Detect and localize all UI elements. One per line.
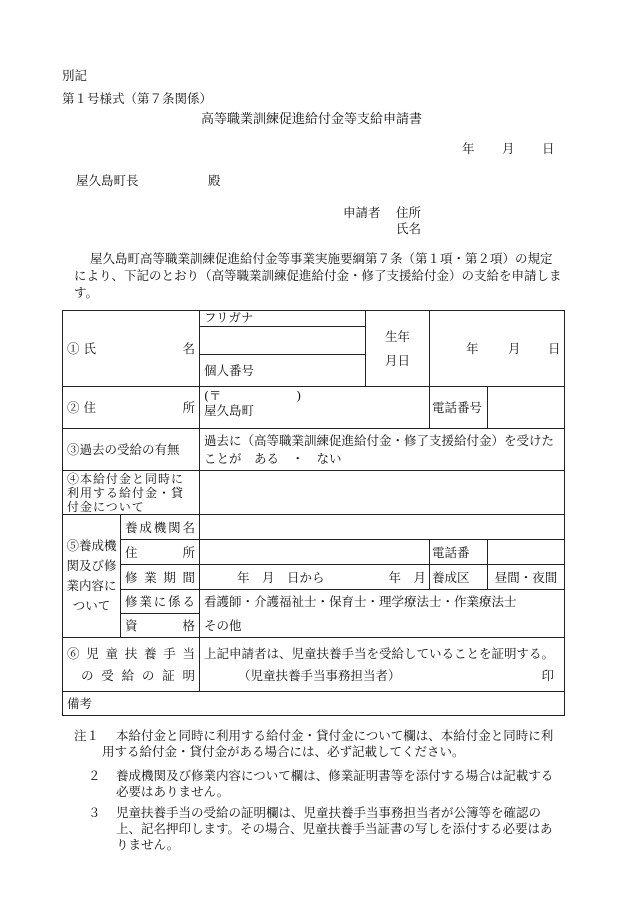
institution-address-label: 住 所 [125,544,196,560]
past-receipt-label: ③過去の受給の有無 [67,442,180,457]
period-from: 年 月 日から [237,569,325,585]
application-form [62,310,565,716]
institution-phone-label-cell [430,540,488,565]
birth-label-cell [366,311,430,387]
note-3 [88,805,564,853]
date-month-label: 月 [502,141,515,156]
note-1 [74,728,564,760]
note-2-key: ２ [88,768,101,783]
qualification-list: 看護師・介護福祉士・保育士・理学療法士・作業療法士 [204,594,517,610]
form-number: 第１号様式（第７条関係） [62,91,213,106]
training-label: ⑤養成機関及び修業内容について [66,538,117,613]
note-2-text: 養成機関及び修業内容について欄は、修業証明書等を添付する場合は記載する必要はありません。 [116,768,554,799]
notes-section [74,728,564,858]
study-period-label-cell [121,565,200,590]
study-period-field[interactable] [200,565,430,590]
seal-mark: 印 [541,667,555,683]
allowance-label-2: の受給の証明 [81,667,196,683]
name-label-cell [63,311,200,387]
birth-day-label: 日 [548,341,561,356]
applicant-name-label: 氏名 [396,221,422,236]
institution-name-label-cell [121,515,200,540]
qualification-label-2: 資 格 [125,618,196,633]
furigana-field[interactable] [200,311,366,327]
intro-paragraph: 屋久島町高等職業訓練促進給付金等事業実施要綱第７条（第１項・第２項）の規定により、下記のとおり（高等職業訓練促進給付金・修了支援給付金）の支給を申請します。 [74,251,562,300]
honorific: 殿 [208,173,221,188]
phone-input[interactable] [488,387,565,429]
appendix-label: 別記 [62,68,88,83]
name-input[interactable] [200,327,366,355]
address-field[interactable] [200,387,430,429]
applicant-address-label: 住所 [396,205,422,220]
allowance-certification-field[interactable] [200,638,565,692]
qualification-label-cell-2 [121,614,200,638]
phone-label: 電話番号 [432,400,483,415]
concurrent-benefit-label: ④本給付金と同時に利用する給付金・貸付金について [67,471,185,514]
allowance-label-1: ⑥児童扶養手当 [67,645,196,661]
note-3-text: 児童扶養手当の受給の証明欄は、児童扶養手当事務担当者が公簿等を確認の上、記名押印します。その場合、児童扶養手当証書の写しを添付する必要はありません。 [116,805,553,852]
period-to: 年 月 [388,569,427,585]
birth-label-2: 月日 [385,352,411,368]
course-type-field[interactable] [488,565,565,590]
qualification-label-1: 修業に係る [125,594,196,609]
date-day-label: 日 [542,141,555,156]
birth-year-label: 年 [466,341,479,356]
past-receipt-text: 過去に（高等職業訓練促進給付金・修了支援給付金）を受けたことが ある ・ ない [204,432,555,466]
concurrent-benefit-input[interactable] [200,471,565,515]
note-1-text: 本給付金と同時に利用する給付金・貸付金について欄は、本給付金と同時に利用する給付金・貸付金がある場合には、必ず記載してください。 [102,728,554,759]
qualification-other: その他 [204,617,242,633]
qualification-other-field[interactable] [200,614,565,638]
remarks-label: 備考 [67,696,93,711]
course-type-value: 昼間・夜間 [494,569,558,585]
note-3-key: ３ [88,805,101,820]
address-label: ②住 所 [67,400,196,415]
personal-number-label: 個人番号 [204,363,255,378]
past-receipt-field[interactable] [200,429,565,471]
institution-address-label-cell [121,540,200,565]
allowance-officer: （児童扶養手当事務担当者） [238,667,401,683]
past-receipt-label-cell [63,429,200,471]
institution-name-label: 養成機関名 [125,519,196,535]
institution-name-input[interactable] [200,515,565,540]
address-label-cell [63,387,200,429]
birth-label-1: 生年 [385,328,411,344]
date-year-label: 年 [462,141,475,156]
note-2 [88,768,564,800]
course-type-label: 養成区 [432,569,470,585]
document-title: 高等職業訓練促進給付金等支給申請書 [201,112,423,127]
institution-phone-label: 電話番 [432,544,470,560]
postal-code: (〒 ) [204,388,302,403]
note-1-key: 注１ [74,728,100,743]
personal-number-field[interactable] [200,355,366,387]
address-town: 屋久島町 [204,403,255,418]
furigana-label: フリガナ [204,310,254,325]
applicant-label: 申請者 [343,205,381,220]
qualification-label-cell-1 [121,590,200,614]
qualification-list-field[interactable] [200,590,565,614]
allowance-text: 上記申請者は、児童扶養手当を受給していることを証明する。 [204,645,555,661]
training-label-cell [63,515,121,638]
remarks-field[interactable] [63,692,565,716]
birth-date-field[interactable] [430,311,565,387]
allowance-label-cell [63,638,200,692]
institution-address-input[interactable] [200,540,430,565]
concurrent-benefit-label-cell [63,471,200,515]
birth-month-label: 月 [508,341,521,356]
name-label: ①氏 名 [67,341,196,356]
course-type-label-cell [430,565,488,590]
phone-label-cell [430,387,488,429]
study-period-label: 修業期間 [125,569,196,585]
addressee: 屋久島町長 [76,173,139,188]
institution-phone-input[interactable] [488,540,565,565]
